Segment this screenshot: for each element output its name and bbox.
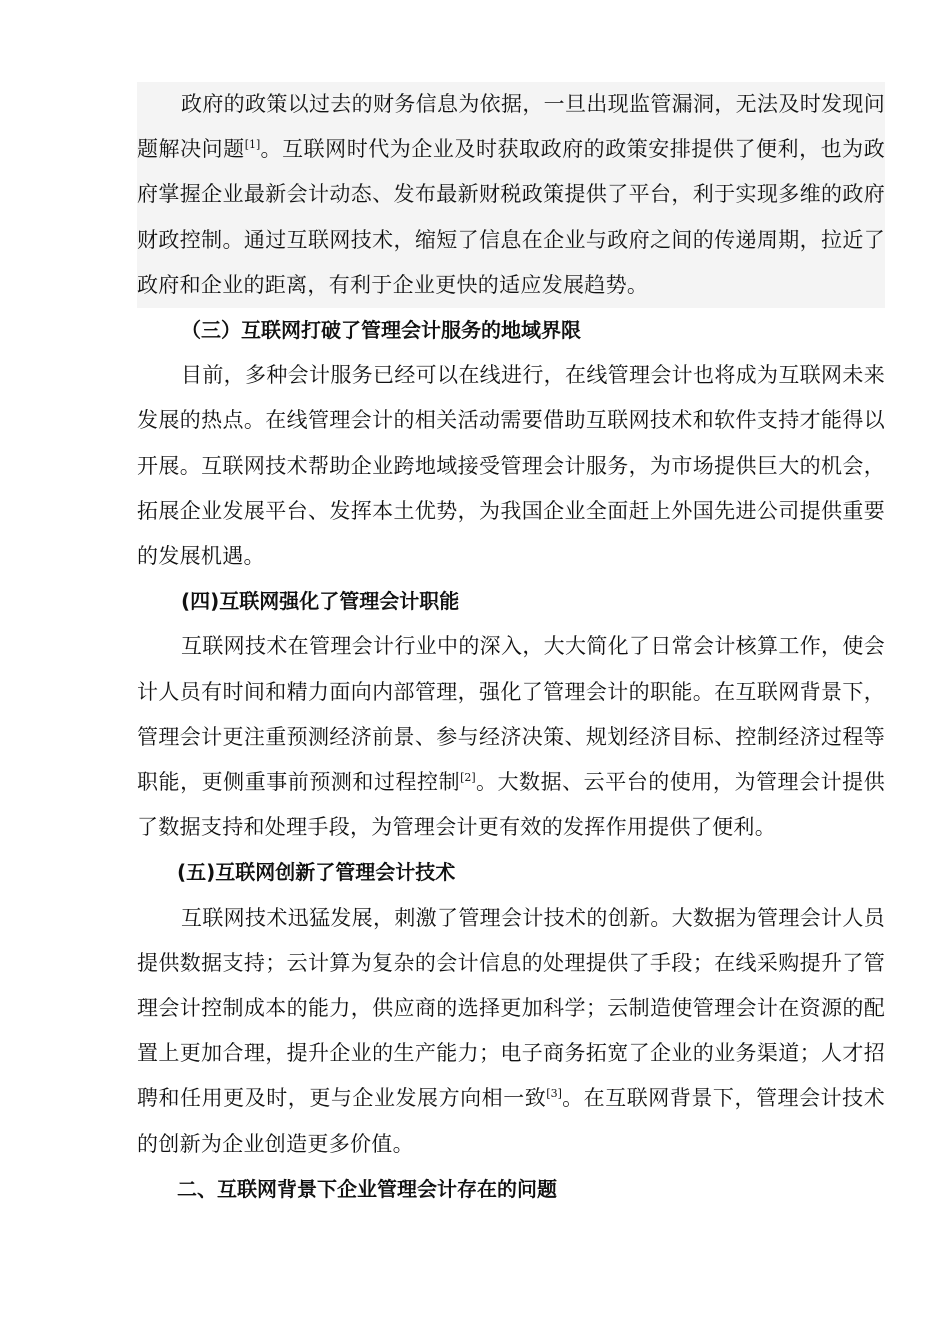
paragraph-text: 政府的政策以过去的财务信息为依据，一旦出现监管漏洞，无法及时发现问题解决问题 bbox=[137, 92, 885, 162]
paragraph-accounting-technology bbox=[137, 896, 885, 1167]
paragraph-text: 。互联网时代为企业及时获取政府的政策安排提供了便利，也为政府掌握企业最新会计动态、发布最新财税政策提供了平台，利于实现多维的政府财政控制。通过互联网技术，缩短了信息在企业与政府之间的传递周期，拉近了政府和企业的距离，有利于企业更快的适应发展趋势。 bbox=[137, 137, 886, 297]
citation-ref: [1] bbox=[244, 138, 261, 152]
section-heading-5: (五)互联网创新了管理会计技术 bbox=[177, 860, 456, 885]
paragraph-government-policy bbox=[137, 82, 885, 308]
citation-ref: [3] bbox=[546, 1087, 562, 1101]
citation-ref: [2] bbox=[460, 771, 476, 785]
section-heading-3: （三）互联网打破了管理会计服务的地域界限 bbox=[181, 318, 581, 343]
paragraph-text: 互联网技术在管理会计行业中的深入，大大简化了日常会计核算工作，使会计人员有时间和精力面向内部管理，强化了管理会计的职能。在互联网背景下，管理会计更注重预测经济前景、参与经济决策、规划经济目标、控制经济过程等职能，更侧重事前预测和过程控制 bbox=[137, 634, 885, 795]
paragraph-text: 。在互联网背景下，管理会计技术的创新为企业创造更多价值。 bbox=[137, 1086, 886, 1156]
chapter-heading-2: 二、互联网背景下企业管理会计存在的问题 bbox=[177, 1176, 557, 1201]
paragraph-accounting-functions bbox=[137, 624, 885, 850]
document-body bbox=[137, 82, 885, 1212]
paragraph-text: 互联网技术迅猛发展，刺激了管理会计技术的创新。大数据为管理会计人员提供数据支持；云计算为复杂的会计信息的处理提供了手段；在线采购提升了管理会计控制成本的能力，供应商的选择更加科学；云制造使管理会计在资源的配置上更加合理，提升企业的生产能力；电子商务拓宽了企业的业务渠道；人才招聘和任用更及时，更与企业发展方向相一致 bbox=[137, 905, 885, 1111]
paragraph-text: 。大数据、云平台的使用，为管理会计提供了数据支持和处理手段，为管理会计更有效的发挥作用提供了便利。 bbox=[137, 770, 886, 840]
section-heading-4: (四)互联网强化了管理会计职能 bbox=[181, 589, 460, 614]
paragraph-online-accounting: 目前，多种会计服务已经可以在线进行，在线管理会计也将成为互联网未来发展的热点。在线管理会计的相关活动需要借助互联网技术和软件支持才能得以开展。互联网技术帮助企业跨地域接受管理会计服务，为市场提供巨大的机会， 拓展企业发展平台、发挥本土优势，为我国企业全面赶上外国先进公司提供重要的发展机遇。 bbox=[137, 363, 885, 569]
